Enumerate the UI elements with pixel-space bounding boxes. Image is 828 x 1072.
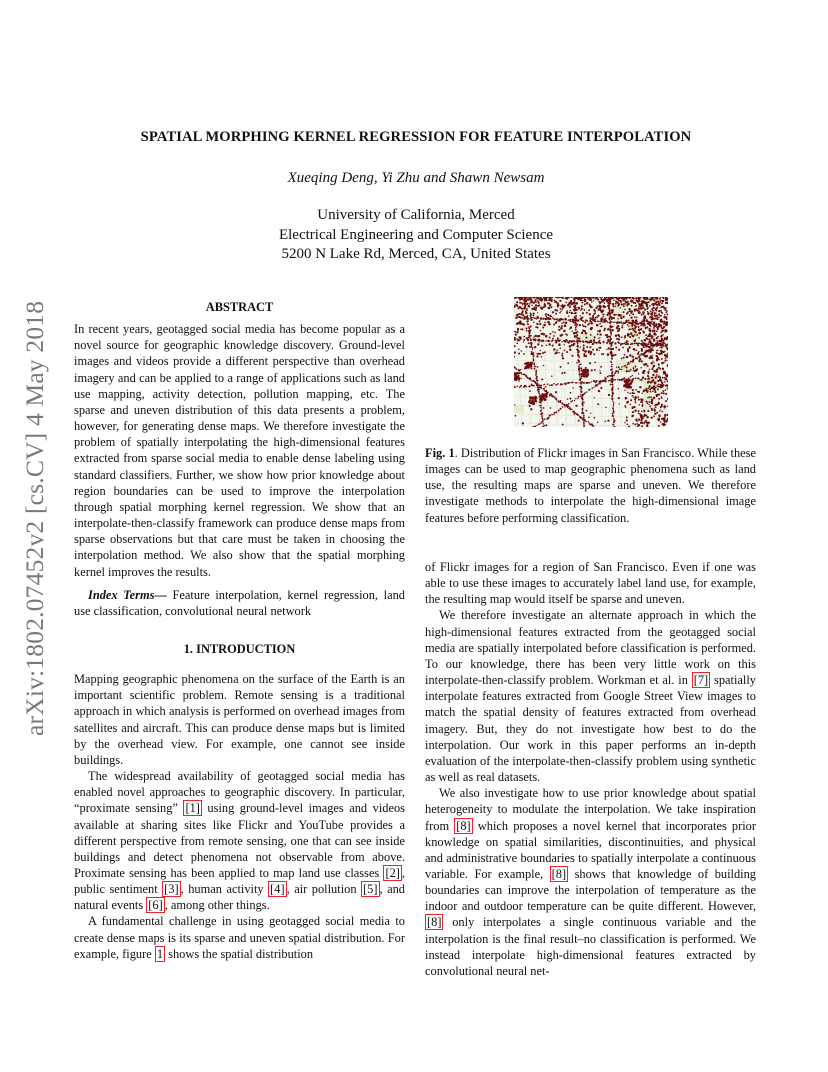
body-paragraph: of Flickr images for a region of San Francisco. Even if one was able to use these images to accurately label land use, for example, the resulting map would itself be sparse and uneven. [425, 560, 756, 607]
index-terms-text: Feature interpolation, kernel regression, land use classification, convolutional neural network [74, 587, 405, 618]
text-run: , public sentiment [74, 866, 405, 897]
citation-link[interactable]: [4] [270, 882, 285, 897]
text-run: , and natural events [74, 882, 405, 913]
text-run: shows the spatial distribution [165, 946, 314, 961]
figure-1-map [514, 297, 668, 427]
citation-link[interactable]: [8] [456, 818, 471, 833]
citation-link[interactable]: [1] [185, 801, 200, 816]
paper-authors: Xueqing Deng, Yi Zhu and Shawn Newsam [287, 170, 545, 186]
text-run: only interpolates a single continuous variable and the interpolation is the final result–no classification is performed. We instead interpolate high-dimensional features extracted by convolutional neural net- [425, 915, 756, 978]
text-run: We also investigate how to use prior knowledge about spatial heterogeneity to modulate the interpolation. We take inspiration from [425, 786, 756, 833]
affiliation-line: University of California, Merced [317, 207, 515, 223]
text-run: using ground-level images and videos available at sharing sites like Flickr and YouTube provides a different perspective from remote sensing, one that can see inside buildings and detect phenomena not observable from above. Proximate sensing has been applied to map land use classes [74, 801, 405, 880]
intro-paragraph: Mapping geographic phenomena on the surface of the Earth is an important scientific problem. Remote sensing is a traditional approach in which analysis is performed on overhead images from satellites and aircraft. This can produce dense maps but is limited by the overhead view. For example, one cannot see inside buildings. [74, 672, 405, 767]
abstract-body: In recent years, geotagged social media has become popular as a novel source for geographic knowledge discovery. Ground-level images and videos provide a different perspective than overhead imagery and can be applied to a range of applications such as land use mapping, activity detection, pollution mapping, etc. The sparse and uneven distribution of this data presents a problem, however, for generating dense maps. We therefore investigate the problem of spatially interpolating the high-dimensional features extracted from sparse social media to enable dense labeling using standard classifiers. Further, we show how prior knowledge about region boundaries can be used to improve the interpolation through spatial morphing kernel regression. We show that an interpolate-then-classify framework can produce dense maps from sparse observations but that care must be taken in choosing the interpolation method. We also show that the spatial morphing kernel improves the results. [74, 322, 405, 579]
citation-link[interactable]: [5] [363, 882, 378, 897]
figure-caption [425, 445, 756, 526]
affiliation-line: Electrical Engineering and Computer Science [278, 226, 554, 243]
citation-link[interactable]: [3] [164, 882, 179, 897]
citation-link[interactable]: [2] [385, 866, 400, 880]
citation-link[interactable]: [7] [693, 673, 709, 688]
text-run: which proposes a novel kernel that incorporates prior knowledge on spatial similarities, discontinuities, and physical and administrative boundaries to spatially interpolate a continuous variable. For example, [425, 818, 756, 881]
index-terms-label: Index Terms— [88, 587, 167, 602]
citation-link[interactable]: [6] [148, 898, 163, 913]
arxiv-identifier: arXiv:1802.07452v2 [cs.CV] 4 May 2018 [20, 300, 49, 736]
citation-link[interactable]: [8] [427, 915, 442, 930]
intro-paragraph [74, 913, 405, 961]
index-terms [74, 587, 405, 619]
citation-link[interactable]: [8] [551, 866, 567, 881]
figure-label: Fig. 1 [425, 446, 455, 460]
body-paragraph [425, 785, 756, 979]
text-run: The widespread availability of geotagged social media has enabled novel approaches to geographic discovery. In particular, “proximate sensing” [74, 769, 405, 816]
text-run: , human activity [180, 882, 269, 897]
body-paragraph [425, 607, 756, 785]
intro-paragraph [74, 768, 405, 913]
text-run: We therefore investigate an alternate approach in which the high-dimensional features extracted from the geotagged social media are spatially interpolated before classification is performed. To our knowledge, there has been very little work on this interpolate-then-classify problem. Workman et al. in [425, 608, 756, 688]
text-run: A fundamental challenge in using geotagged social media to create dense maps is its sparse and uneven spatial distribution. For example, figure [74, 914, 405, 961]
intro-heading: 1. INTRODUCTION [183, 641, 296, 656]
affiliation [60, 206, 772, 265]
flickr-distribution-map [514, 297, 668, 427]
text-run: , air pollution [286, 882, 362, 897]
text-run: , among other things. [164, 898, 270, 913]
figure-link[interactable]: 1 [156, 946, 164, 961]
abstract-heading: ABSTRACT [205, 300, 274, 314]
affiliation-line: 5200 N Lake Rd, Merced, CA, United States [281, 246, 551, 262]
paper-title: SPATIAL MORPHING KERNEL REGRESSION FOR FEATURE INTERPOLATION [140, 129, 692, 145]
figure-caption-text: . Distribution of Flickr images in San Francisco. While these images can be used to map geographic phenomena such as land use, the resulting maps are sparse and uneven. We therefore investigate methods to interpolate the high-dimensional image features before performing classification. [425, 446, 756, 525]
right-column [425, 559, 756, 979]
text-run: shows that knowledge of building boundaries can improve the interpolation of temperature as the indoor and outdoor temperature can be quite different. However, [425, 866, 756, 914]
left-column [74, 299, 405, 962]
text-run: spatially interpolate features extracted from Google Street View images to match the spatial density of features extracted from overhead imagery. But, they do not investigate how best to do the interpolation. Our work in this paper performs an in-depth evaluation of the interpolate-then-classify problem using synthetic as well as real datasets. [425, 673, 756, 785]
